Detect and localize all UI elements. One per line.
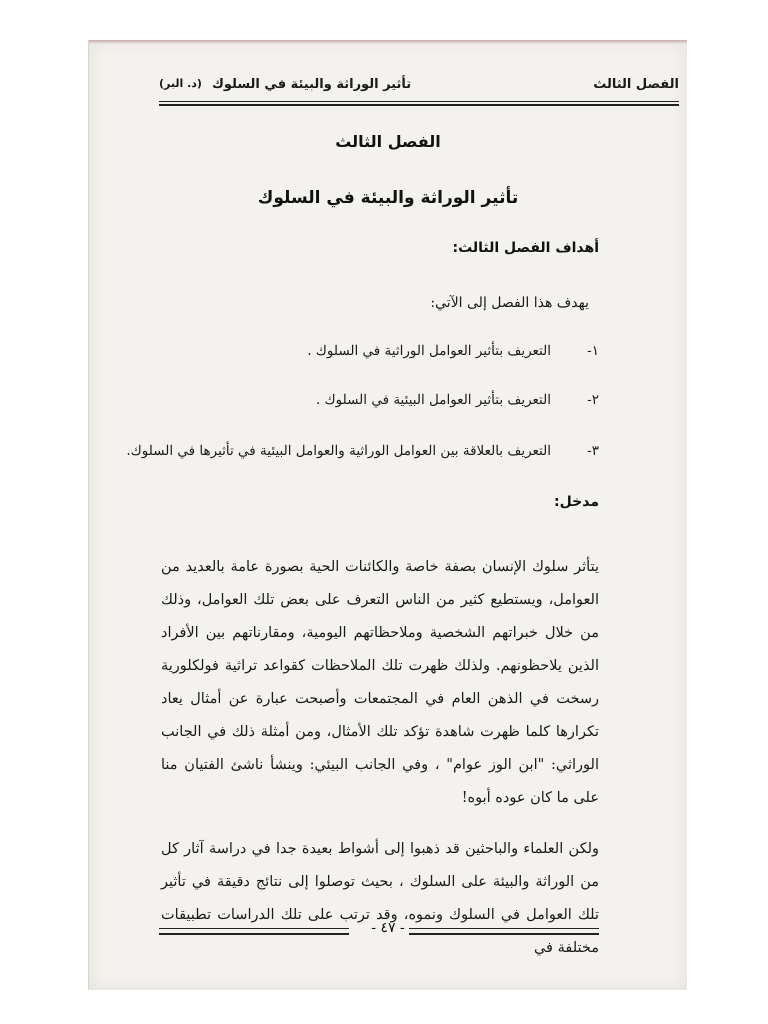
header-rule-thick [159, 104, 679, 106]
objective-item [126, 443, 599, 459]
objective-number: ١- [587, 343, 599, 359]
header-author: (د. البر) [159, 76, 202, 90]
objectives-intro: يهدف هذا الفصل إلى الآتي: [430, 295, 589, 311]
main-title: تأثير الوراثة والبيئة في السلوك [257, 188, 519, 208]
objective-text: التعريف بتأثير العوامل البيئية في السلوك . [315, 392, 551, 408]
book-page [88, 40, 687, 990]
header-title-group [159, 77, 411, 92]
objective-item [307, 343, 599, 359]
running-header [159, 73, 679, 95]
header-rule-thin [159, 101, 679, 102]
page-number: - ٤٧ - [371, 920, 405, 936]
page-top-edge [89, 40, 687, 44]
objective-text: التعريف بتأثير العوامل الوراثية في السلوك . [307, 343, 551, 359]
chapter-title: الفصل الثالث [335, 132, 441, 151]
header-chapter-label: الفصل الثالث [593, 76, 679, 92]
body-paragraph: يتأثر سلوك الإنسان بصفة خاصة والكائنات الحية بصورة عامة بالعديد من العوامل، ويستطيع كثير من الناس التعرف على بعض تلك العوامل، وذلك من خلال خبراتهم الشخصية وملاحظاتهم اليومية، ومقارناتهم بين الأفراد الذين يلاحظونهم. ولذلك ظهرت تلك الملاحظات كقواعد تراثية فولكلورية رسخت في الذهن العام في المجتمعات وأصبحت عبارة عن أمثال يعاد تكرارها كلما ظهرت شاهدة تؤكد تلك الأمثال، ومن أمثلة ذلك في الجانب الوراثي: "ابن الوز عوام" ، وفي الجانب البيئي: وينشأ ناشئ الفتيان منا على ما كان عوده أبوه! [161, 558, 599, 806]
objective-number: ٣- [587, 443, 599, 459]
objective-number: ٢- [587, 392, 599, 408]
objective-text: التعريف بالعلاقة بين العوامل الوراثية والعوامل البيئية في تأثيرها في السلوك. [126, 443, 551, 459]
objective-item [316, 392, 599, 408]
body-paragraph: ولكن العلماء والباحثين قد ذهبوا إلى أشواط بعيدة جدا في دراسة آثار كل من الوراثة والبيئة على السلوك ، بحيث توصلوا إلى نتائج دقيقة في تأثير تلك العوامل في السلوك ونموه، وقد ترتب على تلك الدراسات تطبيقات مختلفة في [161, 840, 599, 956]
objectives-heading: أهداف الفصل الثالث: [452, 240, 599, 256]
intro-heading: مدخل: [554, 494, 599, 510]
header-running-title: تأثير الوراثة والبيئة في السلوك [211, 76, 412, 92]
